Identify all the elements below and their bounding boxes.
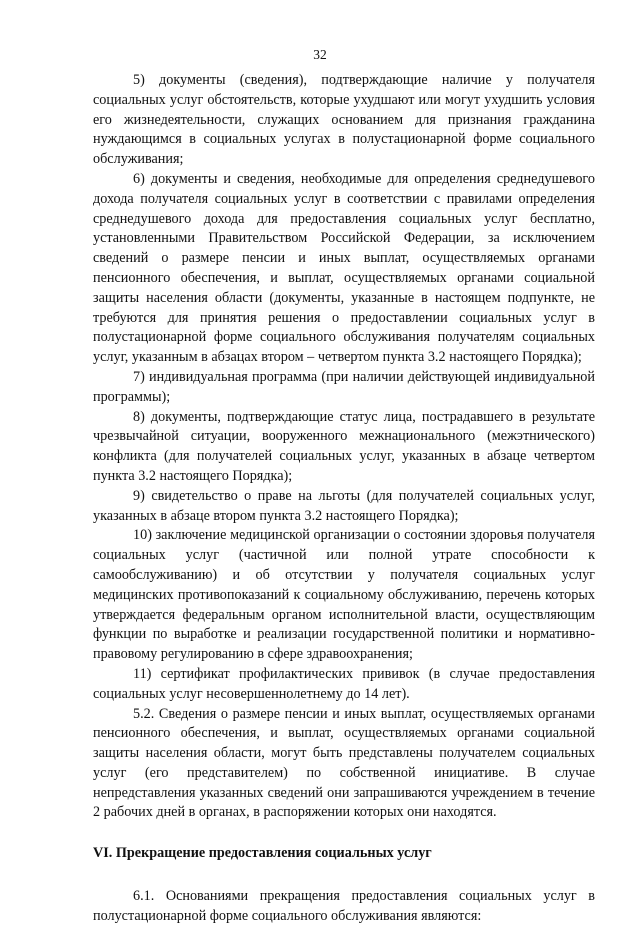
document-body	[93, 71, 595, 927]
paragraph-item-6: 6) документы и сведения, необходимые для определения среднедушевого дохода получателя социальных услуг в соответствии с правилами определения среднедушевого дохода для предоставления социальных услуг бесплатно, установленными Правительством Российской Федерации, за исключением сведений о размере пенсии и иных выплат, осуществляемых органами пенсионного обеспечения, и выплат, осуществляемых органами социальной защиты населения области (документы, указанные в настоящем подпункте, не требуются для принятия решения о предоставлении социальных услуг в полустационарной форме социального обслуживания получателям социальных услуг, указанным в абзацах втором – четвертом пункта 3.2 настоящего Порядка);	[93, 170, 595, 366]
paragraph-item-9: 9) свидетельство о праве на льготы (для получателей социальных услуг, указанных в абзаце втором пункта 3.2 настоящего Порядка);	[93, 487, 595, 524]
paragraph-item-5: 5) документы (сведения), подтверждающие наличие у получателя социальных услуг обстоятельств, которые ухудшают или могут ухудшить условия его жизнедеятельности, служащих основанием для признания гражданина нуждающимся в социальных услугах в полустационарной форме социального обслуживания;	[93, 72, 595, 168]
paragraph-item-7: 7) индивидуальная программа (при наличии действующей индивидуальной программы);	[93, 368, 595, 405]
paragraph-6-1: 6.1. Основаниями прекращения предоставления социальных услуг в полустационарной форме социального обслуживания являются:	[93, 888, 595, 924]
paragraph-item-10: 10) заключение медицинской организации о состоянии здоровья получателя социальных услуг (частичной или полной утрате способности к самообслуживанию) и об отсутствии у получателя социальных услуг медицинских противопоказаний к социальному обслуживанию, перечень которых утверждается федеральным органом исполнительной власти, осуществляющим функции по выработке и реализации государственной политики и нормативно-правовому регулированию в сфере здравоохранения;	[93, 527, 595, 663]
page-number: 32	[313, 47, 327, 62]
section-heading: VI. Прекращение предоставления социальных услуг	[93, 845, 432, 862]
paragraph-item-8: 8) документы, подтверждающие статус лица, пострадавшего в результате чрезвычайной ситуации, вооруженного межнационального (межэтнического) конфликта (для получателей социальных услуг, указанных в абзаце четвертом пункта 3.2 настоящего Порядка);	[93, 408, 595, 484]
paragraph-5-2: 5.2. Сведения о размере пенсии и иных выплат, осуществляемых органами пенсионного обеспечения, и выплат, осуществляемых органами социальной защиты населения области, могут быть представлены получателем социальных услуг (его представителем) по собственной инициативе. В случае непредставления указанных сведений они запрашиваются учреждением в течение 2 рабочих дней в органах, в распоряжении которых они находятся.	[93, 705, 595, 821]
paragraph-item-11: 11) сертификат профилактических прививок (в случае предоставления социальных услуг несовершеннолетнему до 14 лет).	[93, 665, 595, 702]
